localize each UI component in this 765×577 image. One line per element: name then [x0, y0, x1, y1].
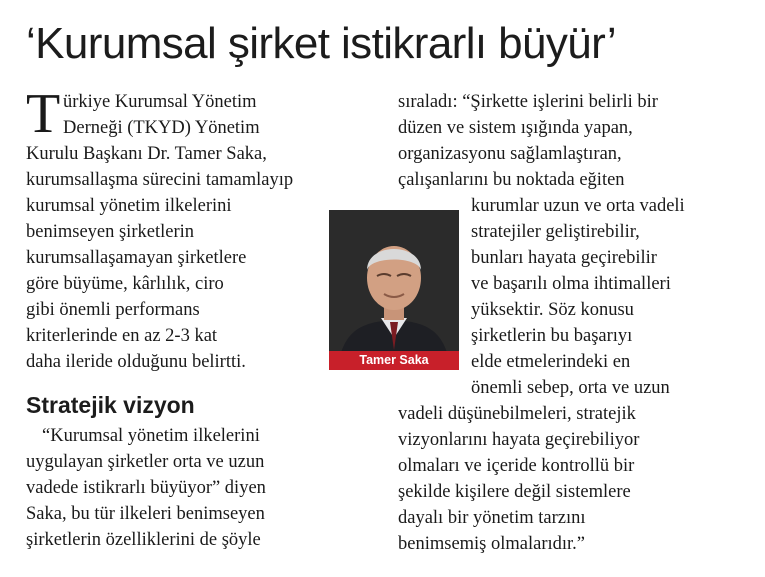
text-line: “Kurumsal yönetim ilkelerini: [42, 426, 260, 446]
portrait-illustration: [329, 210, 459, 370]
text-line: Kurulu Başkanı Dr. Tamer Saka,: [26, 144, 267, 164]
text-line: bunları hayata geçirebilir: [471, 248, 657, 268]
text-line: elde etmelerindeki en: [471, 352, 631, 372]
photo-caption: Tamer Saka: [329, 351, 459, 370]
text-line: kurumsal yönetim ilkelerini: [26, 196, 232, 216]
text-line: düzen ve sistem ışığında yapan,: [398, 118, 633, 138]
text-line: gibi önemli performans: [26, 300, 200, 320]
text-line: şirketlerin bu başarıyı: [471, 326, 633, 346]
text-line: dayalı bir yönetim tarzını: [398, 508, 586, 528]
text-line: önemli sebep, orta ve uzun: [471, 378, 670, 398]
text-line: göre büyüme, kârlılık, ciro: [26, 274, 224, 294]
text-line: sıraladı: “Şirkette işlerini belirli bir: [398, 92, 658, 112]
text-line: organizasyonu sağlamlaştıran,: [398, 144, 622, 164]
text-line: benimseyen şirketlerin: [26, 222, 194, 242]
portrait-photo: [329, 210, 459, 370]
text-line: yüksektir. Söz konusu: [471, 300, 634, 320]
text-line: kurumlar uzun ve orta vadeli: [471, 196, 685, 216]
text-line: kurumsallaşma sürecini tamamlayıp: [26, 170, 294, 190]
text-line: ve başarılı olma ihtimalleri: [471, 274, 671, 294]
text-line: stratejiler geliştirebilir,: [471, 222, 640, 242]
text-line: şekilde kişilere değil sistemlere: [398, 482, 631, 502]
text-line: daha ileride olduğunu belirtti.: [26, 352, 246, 372]
text-line: olmaları ve içeride kontrollü bir: [398, 456, 635, 476]
text-line: kurumsallaşamayan şirketlere: [26, 248, 247, 268]
text-line: kriterlerinde en az 2-3 kat: [26, 326, 218, 346]
text-line: vadede istikrarlı büyüyor” diyen: [26, 478, 266, 498]
text-line: Saka, bu tür ilkeleri benimseyen: [26, 504, 265, 524]
text-line: uygulayan şirketler orta ve uzun: [26, 452, 265, 472]
headline: ‘Kurumsal şirket istikrarlı büyür’: [26, 19, 617, 68]
text-line: vizyonlarını hayata geçirebiliyor: [398, 430, 640, 450]
text-line: şirketlerin özelliklerini de şöyle: [26, 530, 261, 550]
text-line: Derneği (TKYD) Yönetim: [63, 118, 260, 138]
text-line: vadeli düşünebilmeleri, stratejik: [398, 404, 636, 424]
drop-cap: T: [26, 83, 61, 145]
text-line: ürkiye Kurumsal Yönetim: [63, 92, 257, 112]
text-line: çalışanlarını bu noktada eğiten: [398, 170, 625, 190]
text-line: benimsemiş olmalarıdır.”: [398, 534, 586, 554]
subheading: Stratejik vizyon: [26, 392, 195, 418]
